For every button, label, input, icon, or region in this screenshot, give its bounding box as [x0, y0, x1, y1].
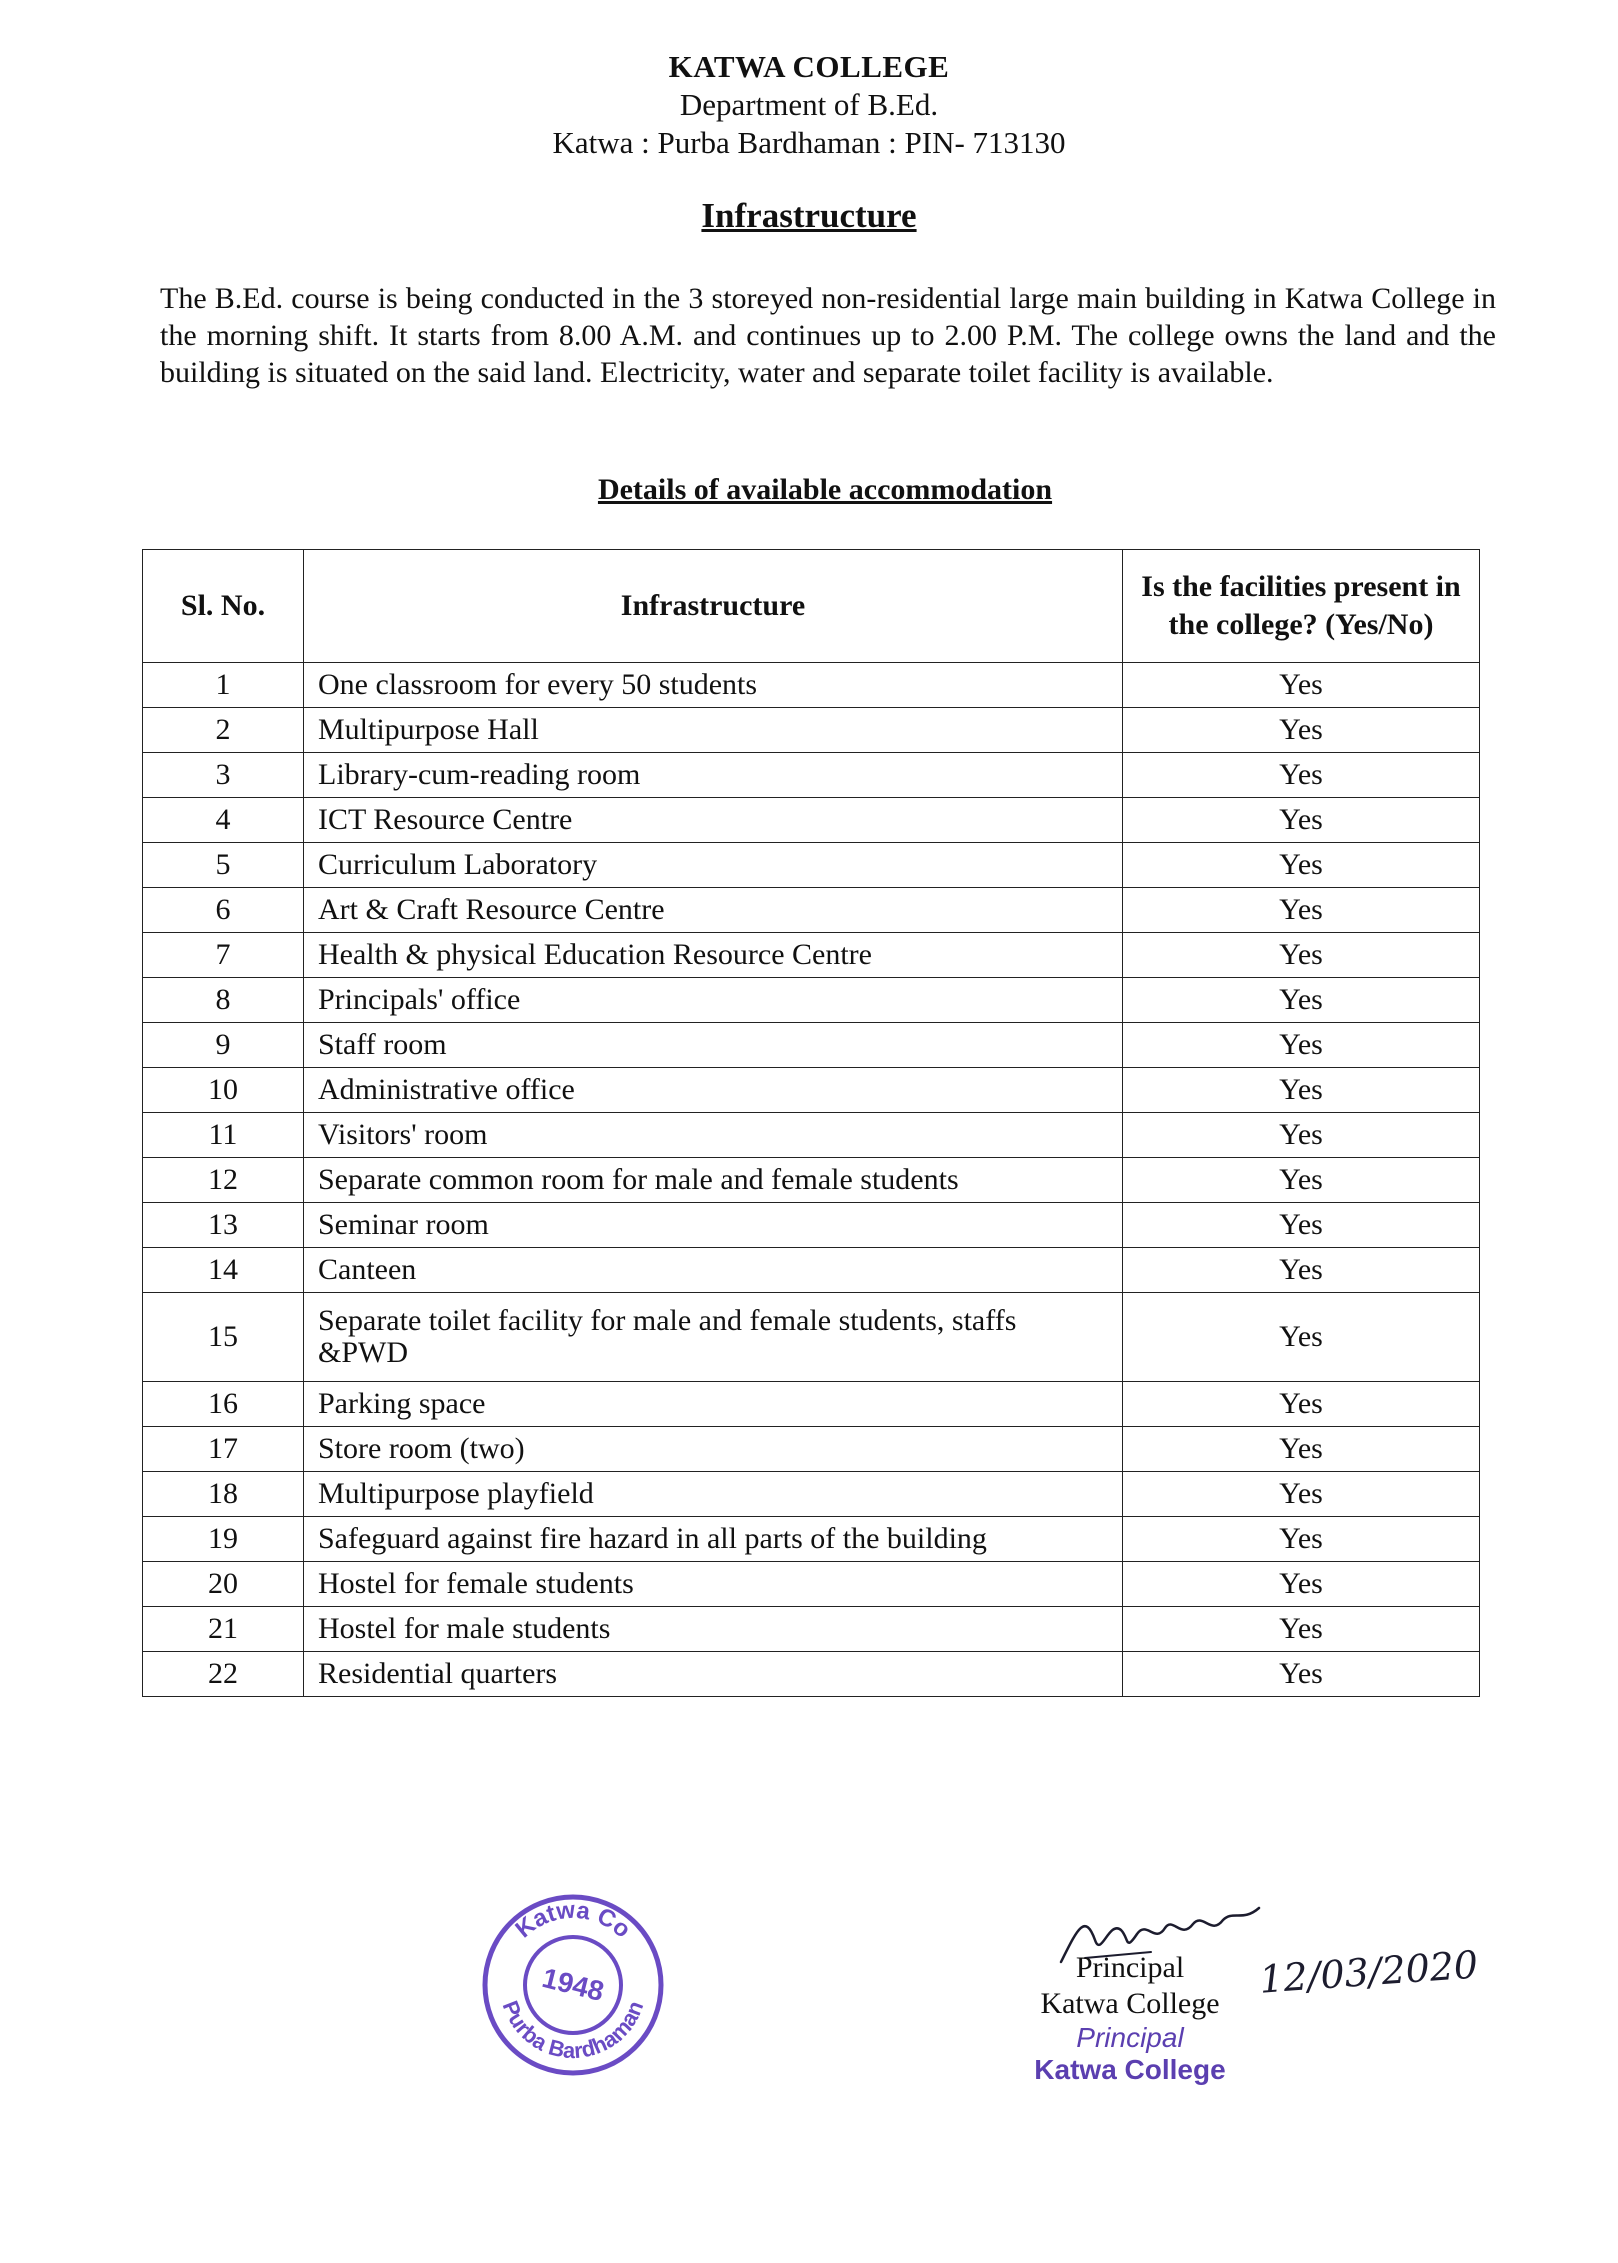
row-infrastructure: Administrative office — [304, 1068, 1123, 1113]
row-infrastructure: Library-cum-reading room — [304, 753, 1123, 798]
row-infrastructure: Residential quarters — [304, 1652, 1123, 1697]
row-number: 6 — [143, 888, 304, 933]
row-number: 14 — [143, 1248, 304, 1293]
row-number: 5 — [143, 843, 304, 888]
stamp-college: Katwa College — [1034, 2054, 1226, 2085]
row-infrastructure: Seminar room — [304, 1203, 1123, 1248]
row-present: Yes — [1123, 978, 1480, 1023]
row-number: 22 — [143, 1652, 304, 1697]
row-infrastructure: Multipurpose playfield — [304, 1472, 1123, 1517]
row-number: 8 — [143, 978, 304, 1023]
row-present: Yes — [1123, 1248, 1480, 1293]
row-infrastructure: Curriculum Laboratory — [304, 843, 1123, 888]
intro-paragraph: The B.Ed. course is being conducted in the 3 storeyed non-residential large main building in Katwa College in the morning shift. It starts from 8.00 A.M. and continues up to 2.00 P.M. The college owns the land and the building is situated on the said land. Electricity, water and separate toilet facility is available. — [160, 282, 1496, 389]
row-present: Yes — [1123, 1562, 1480, 1607]
table-row — [143, 753, 1480, 798]
row-present: Yes — [1123, 1203, 1480, 1248]
table-row — [143, 1158, 1480, 1203]
row-infrastructure: Separate toilet facility for male and female students, staffs &PWD — [304, 1293, 1123, 1382]
row-present: Yes — [1123, 1472, 1480, 1517]
seal-arc-bottom: Purba Bardhaman — [497, 1997, 649, 2064]
table-row — [143, 798, 1480, 843]
table-row — [143, 1023, 1480, 1068]
department-name: Department of B.Ed. — [679, 87, 939, 122]
table-row — [143, 933, 1480, 978]
table-row — [143, 1248, 1480, 1293]
row-infrastructure: Separate common room for male and female students — [304, 1158, 1123, 1203]
row-present: Yes — [1123, 1382, 1480, 1427]
table-body — [143, 663, 1480, 1697]
table-row — [143, 663, 1480, 708]
seal-year: 1948 — [539, 1961, 608, 2008]
table-row — [143, 1562, 1480, 1607]
accommodation-table — [142, 549, 1480, 1697]
row-present: Yes — [1123, 1068, 1480, 1113]
header-sl-no: Sl. No. — [143, 550, 304, 663]
row-number: 7 — [143, 933, 304, 978]
letterhead — [0, 48, 1618, 162]
row-number: 18 — [143, 1472, 304, 1517]
handwritten-date — [1255, 1935, 1485, 2005]
row-infrastructure: Store room (two) — [304, 1427, 1123, 1472]
row-present: Yes — [1123, 1293, 1480, 1382]
row-present: Yes — [1123, 708, 1480, 753]
row-infrastructure: Canteen — [304, 1248, 1123, 1293]
row-number: 1 — [143, 663, 304, 708]
section-title: Details of available accommodation — [597, 473, 1053, 506]
document-title: Infrastructure — [701, 196, 917, 235]
row-present: Yes — [1123, 888, 1480, 933]
table-row — [143, 1607, 1480, 1652]
stamp-principal: Principal — [1076, 2022, 1184, 2053]
row-present: Yes — [1123, 1607, 1480, 1652]
row-number: 3 — [143, 753, 304, 798]
table-row — [143, 1382, 1480, 1427]
row-number: 16 — [143, 1382, 304, 1427]
row-present: Yes — [1123, 753, 1480, 798]
table-row — [143, 1113, 1480, 1158]
row-number: 11 — [143, 1113, 304, 1158]
row-infrastructure: Visitors' room — [304, 1113, 1123, 1158]
row-number: 10 — [143, 1068, 304, 1113]
row-present: Yes — [1123, 1427, 1480, 1472]
table-row — [143, 978, 1480, 1023]
header-infrastructure: Infrastructure — [304, 550, 1123, 663]
row-number: 15 — [143, 1293, 304, 1382]
row-present: Yes — [1123, 1517, 1480, 1562]
row-present: Yes — [1123, 1023, 1480, 1068]
row-present: Yes — [1123, 1113, 1480, 1158]
row-number: 19 — [143, 1517, 304, 1562]
row-infrastructure: Staff room — [304, 1023, 1123, 1068]
header-present-line1: Is the facilities present in — [1141, 570, 1461, 603]
row-present: Yes — [1123, 843, 1480, 888]
table-row — [143, 1203, 1480, 1248]
row-number: 13 — [143, 1203, 304, 1248]
seal-arc-top: Katwa Co — [510, 1896, 636, 1944]
row-infrastructure: Hostel for female students — [304, 1562, 1123, 1607]
row-number: 9 — [143, 1023, 304, 1068]
table-row — [143, 1652, 1480, 1697]
row-infrastructure: Principals' office — [304, 978, 1123, 1023]
svg-text:12/03/2020: 12/03/2020 — [1257, 1942, 1480, 2002]
row-number: 12 — [143, 1158, 304, 1203]
row-infrastructure: Multipurpose Hall — [304, 708, 1123, 753]
college-address: Katwa : Purba Bardhaman : PIN- 713130 — [552, 125, 1066, 160]
table-row — [143, 1293, 1480, 1382]
row-number: 2 — [143, 708, 304, 753]
row-present: Yes — [1123, 933, 1480, 978]
row-infrastructure: ICT Resource Centre — [304, 798, 1123, 843]
row-number: 4 — [143, 798, 304, 843]
college-name: KATWA COLLEGE — [668, 49, 950, 84]
signatory-college: Katwa College — [1040, 1987, 1220, 2020]
row-number: 17 — [143, 1427, 304, 1472]
row-infrastructure: One classroom for every 50 students — [304, 663, 1123, 708]
signature-block — [1000, 1950, 1260, 2086]
row-number: 20 — [143, 1562, 304, 1607]
table-row — [143, 843, 1480, 888]
row-present: Yes — [1123, 663, 1480, 708]
table-row — [143, 1068, 1480, 1113]
row-infrastructure: Art & Craft Resource Centre — [304, 888, 1123, 933]
row-present: Yes — [1123, 1158, 1480, 1203]
table-row — [143, 1472, 1480, 1517]
table-row — [143, 708, 1480, 753]
header-present — [1123, 550, 1480, 663]
table-header-row — [143, 550, 1480, 663]
header-present-line2: the college? (Yes/No) — [1168, 608, 1434, 641]
row-infrastructure: Parking space — [304, 1382, 1123, 1427]
row-present: Yes — [1123, 798, 1480, 843]
row-infrastructure: Hostel for male students — [304, 1607, 1123, 1652]
row-infrastructure: Safeguard against fire hazard in all parts of the building — [304, 1517, 1123, 1562]
table-row — [143, 888, 1480, 933]
table-row — [143, 1427, 1480, 1472]
college-seal — [478, 1890, 668, 2080]
row-number: 21 — [143, 1607, 304, 1652]
table-row — [143, 1517, 1480, 1562]
signatory-title: Principal — [1075, 1951, 1185, 1984]
row-infrastructure: Health & physical Education Resource Centre — [304, 933, 1123, 978]
row-present: Yes — [1123, 1652, 1480, 1697]
